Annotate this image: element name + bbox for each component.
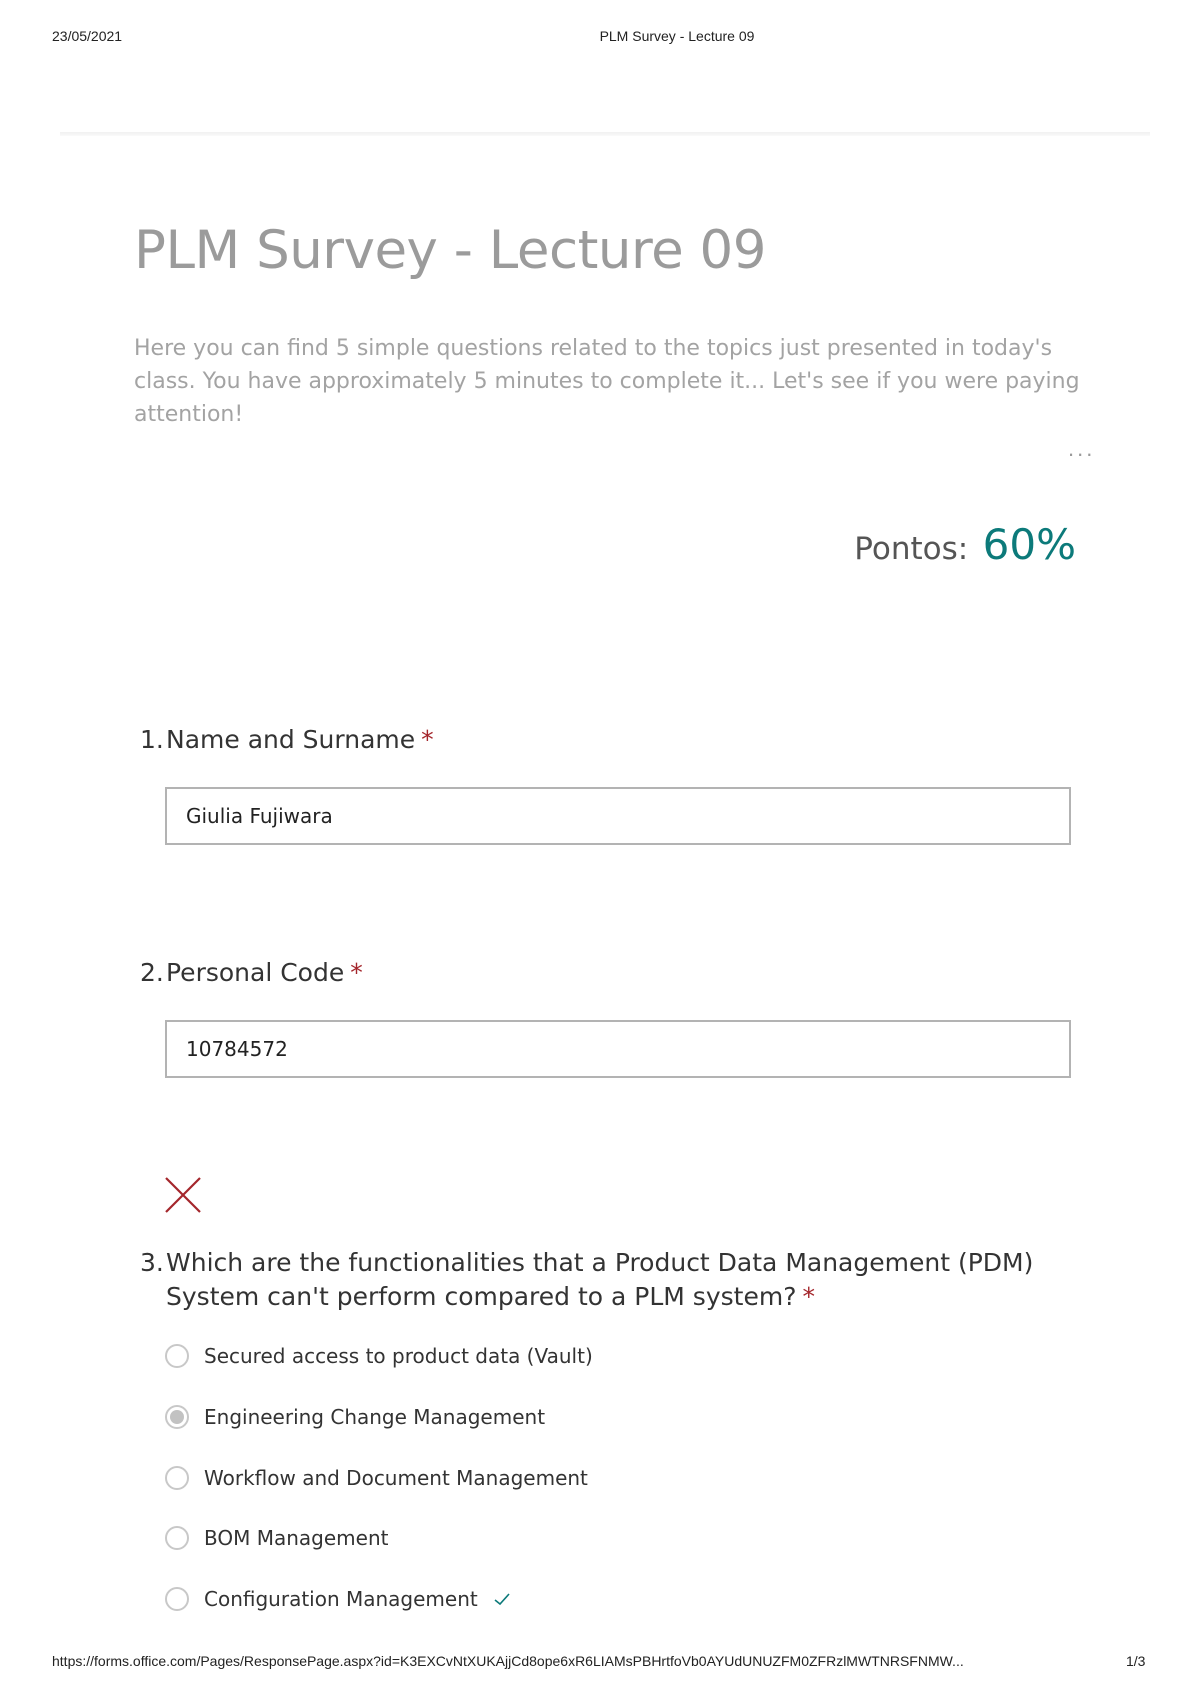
score-display (854, 520, 1076, 569)
option-configuration-management[interactable] (165, 1582, 512, 1616)
required-marker: * (350, 958, 363, 987)
form-title: PLM Survey - Lecture 09 (134, 220, 766, 281)
print-title: PLM Survey - Lecture 09 (599, 28, 755, 44)
question-3-text: Which are the functionalities that a Product Data Management (PDM) System can't perform compared to a PLM system? (166, 1248, 1034, 1311)
required-marker: * (421, 725, 434, 754)
question-1-title (140, 723, 434, 757)
question-1-text: Name and Surname (166, 725, 416, 754)
name-surname-field[interactable]: Giulia Fujiwara (165, 787, 1071, 845)
radio-button[interactable] (165, 1344, 189, 1368)
question-2-text: Personal Code (166, 958, 345, 987)
question-3-text-wrap (166, 1246, 1100, 1314)
option-secured-access[interactable] (165, 1339, 593, 1373)
option-bom-management[interactable] (165, 1521, 388, 1555)
page-url: https://forms.office.com/Pages/ResponsePage.aspx?id=K3EXCvNtXUKAjjCd8ope6xR6LIAMsPBHrtfoVb0AYUdUNUZFM0ZFRzlMWTNRSFNMW... (52, 1653, 964, 1669)
question-3-number: 3. (140, 1248, 164, 1277)
question-3-title (140, 1246, 1100, 1314)
radio-button[interactable] (165, 1526, 189, 1550)
option-label: Workflow and Document Management (204, 1466, 588, 1490)
print-title-wrap (0, 28, 1200, 44)
score-label: Pontos: (854, 531, 969, 567)
score-value: 60% (982, 520, 1076, 569)
x-icon (164, 1176, 202, 1214)
option-workflow-document[interactable] (165, 1461, 588, 1495)
option-engineering-change[interactable] (165, 1400, 545, 1434)
print-header (0, 28, 1200, 48)
question-1-number: 1. (140, 725, 164, 754)
radio-button-selected[interactable] (165, 1405, 189, 1429)
option-label: Configuration Management (204, 1587, 478, 1611)
radio-button[interactable] (165, 1587, 189, 1611)
top-divider (60, 132, 1150, 136)
option-label: Engineering Change Management (204, 1405, 546, 1429)
form-description: Here you can find 5 simple questions related to the topics just presented in today's class. You have approximately 5 minutes to complete it... Let's see if you were paying attention! (134, 336, 1080, 427)
personal-code-field[interactable]: 10784572 (165, 1020, 1071, 1078)
radio-button[interactable] (165, 1466, 189, 1490)
question-2-title (140, 956, 363, 990)
print-date: 23/05/2021 (52, 28, 123, 44)
option-label: Secured access to product data (Vault) (204, 1344, 593, 1368)
question-2-number: 2. (140, 958, 164, 987)
option-label: BOM Management (204, 1526, 389, 1550)
required-marker: * (802, 1282, 815, 1311)
more-options-button[interactable]: ... (1068, 436, 1096, 461)
page-number: 1/3 (1126, 1653, 1146, 1669)
checkmark-icon (492, 1589, 512, 1609)
